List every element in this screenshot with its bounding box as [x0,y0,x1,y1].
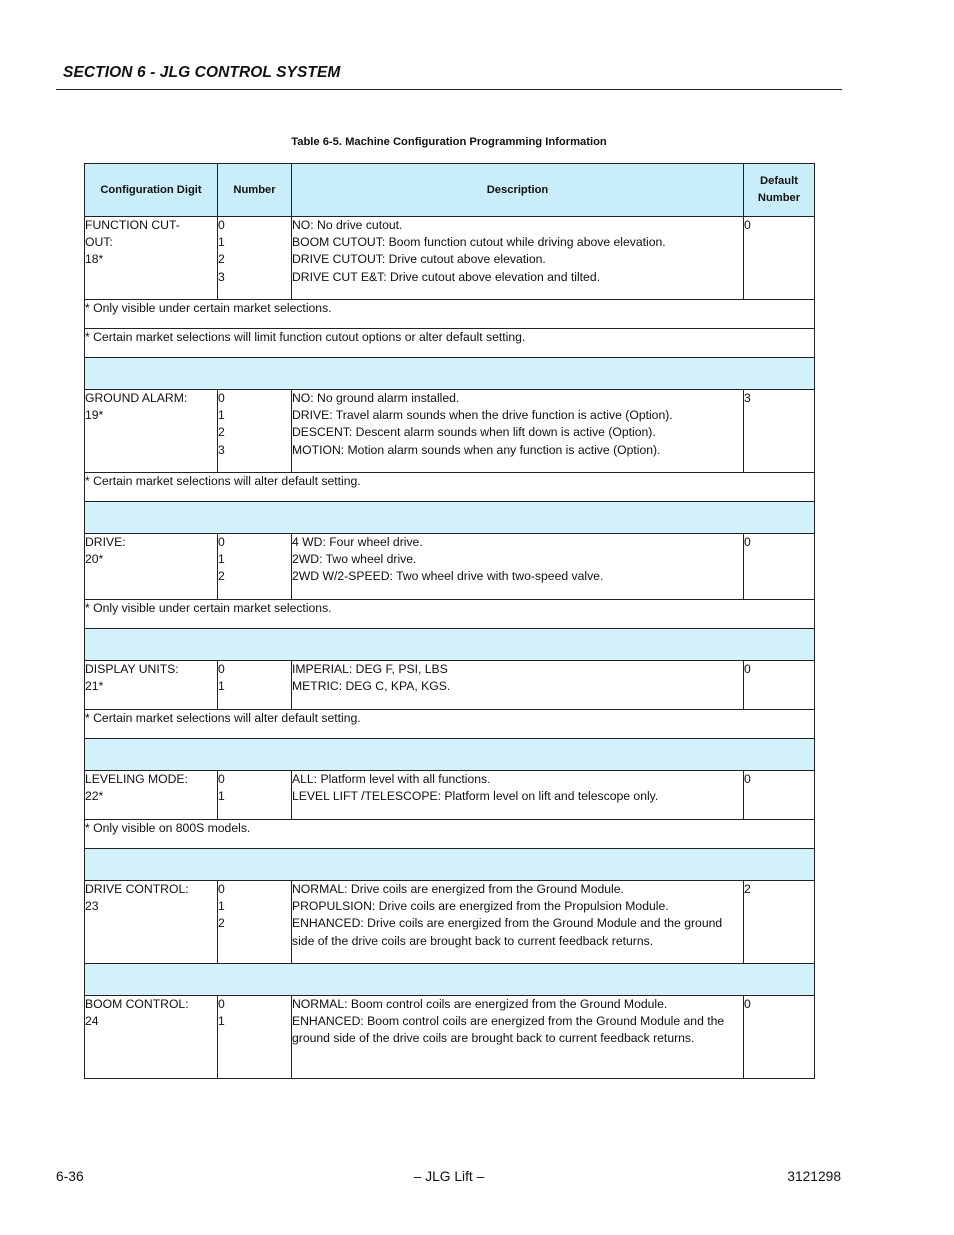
option-description: DRIVE CUT E&T: Drive cutout above elevation and tilted. [292,269,600,284]
option-number: 2 [218,569,225,584]
option-description: 4 WD: Four wheel drive. [292,535,423,549]
option-number: 3 [218,269,225,284]
configuration-digit-cell [85,996,218,1079]
note-row [85,710,815,739]
table-row [85,661,815,710]
option-number: 3 [218,442,225,457]
footnote: * Certain market selections will alter default setting. [85,473,815,502]
configuration-digit-cell [85,534,218,600]
note-row [85,300,815,329]
option-description: NORMAL: Drive coils are energized from the Ground Module. [292,882,624,896]
option-description: NORMAL: Boom control coils are energized from the Ground Module. [292,997,668,1011]
description-cell [292,881,744,964]
footnote: * Certain market selections will limit function cutout options or alter default setting. [85,329,815,358]
table-header-row [85,164,815,217]
page-number: 6-36 [56,1169,84,1184]
option-number: 0 [218,391,225,405]
digit-label: DRIVE: [85,535,126,549]
default-number-cell: 0 [744,534,815,600]
separator-cell [85,629,815,661]
description-cell [292,534,744,600]
option-number: 1 [218,408,225,423]
description-cell [292,217,744,300]
option-description: DESCENT: Descent alarm sounds when lift down is active (Option). [292,425,656,440]
header-divider [56,89,842,90]
footer-brand: – JLG Lift – [413,1169,485,1184]
column-header-number: Number [218,164,292,217]
default-number-cell: 0 [744,996,815,1079]
note-row [85,329,815,358]
option-description: METRIC: DEG C, KPA, KGS. [292,679,451,694]
digit-number: 22* [85,789,104,804]
description-cell [292,996,744,1079]
digit-number: 20* [85,552,104,567]
digit-label: OUT: [85,235,113,250]
digit-label: BOOM CONTROL: [85,997,189,1011]
option-description: IMPERIAL: DEG F, PSI, LBS [292,662,448,676]
separator-cell [85,358,815,390]
option-number: 1 [218,899,225,914]
digit-label: DISPLAY UNITS: [85,662,179,676]
footnote: * Only visible under certain market selections. [85,600,815,629]
note-row [85,820,815,849]
separator-cell [85,849,815,881]
table-caption: Table 6-5. Machine Configuration Programming Information [291,136,607,148]
section-title: SECTION 6 - JLG CONTROL SYSTEM [63,64,341,81]
option-description: ENHANCED: Boom control coils are energized from the Ground Module and the ground side of the drive coils are brought back to current feedback returns. [292,1014,725,1046]
footnote: * Certain market selections will alter default setting. [85,710,815,739]
option-description: MOTION: Motion alarm sounds when any function is active (Option). [292,442,661,457]
footnote: * Only visible on 800S models. [85,820,815,849]
option-number: 2 [218,916,225,931]
configuration-digit-cell [85,661,218,710]
digit-number: 18* [85,252,104,267]
column-header-default-number: Default Number [744,164,815,217]
option-number: 0 [218,882,225,896]
separator-row [85,358,815,390]
column-header-description: Description [292,164,744,217]
default-number-cell: 3 [744,390,815,473]
configuration-digit-cell [85,771,218,820]
number-cell [218,390,292,473]
number-cell [218,996,292,1079]
default-number-cell: 2 [744,881,815,964]
option-description: DRIVE CUTOUT: Drive cutout above elevation. [292,252,546,267]
default-number-cell: 0 [744,661,815,710]
digit-label: GROUND ALARM: [85,391,188,405]
option-description: NO: No ground alarm installed. [292,391,460,405]
default-number-cell: 0 [744,771,815,820]
separator-row [85,964,815,996]
option-number: 0 [218,772,225,786]
option-number: 1 [218,235,225,250]
digit-number: 19* [85,408,104,423]
configuration-digit-cell [85,881,218,964]
option-description: PROPULSION: Drive coils are energized from the Propulsion Module. [292,899,669,914]
table-row [85,534,815,600]
option-description: ENHANCED: Drive coils are energized from the Ground Module and the ground side of the drive coils are brought back to current feedback returns. [292,916,723,948]
number-cell [218,661,292,710]
document-number: 3121298 [787,1169,841,1184]
option-number: 1 [218,552,225,567]
number-cell [218,881,292,964]
digit-number: 23 [85,899,99,914]
option-description: BOOM CUTOUT: Boom function cutout while driving above elevation. [292,235,666,250]
option-number: 0 [218,997,225,1011]
option-number: 1 [218,1014,225,1029]
option-description: 2WD W/2-SPEED: Two wheel drive with two-speed valve. [292,569,604,584]
configuration-table [84,163,815,1079]
table-row [85,996,815,1079]
separator-row [85,502,815,534]
number-cell [218,771,292,820]
option-number: 2 [218,425,225,440]
configuration-digit-cell [85,390,218,473]
note-row [85,600,815,629]
separator-row [85,629,815,661]
separator-row [85,739,815,771]
digit-number: 24 [85,1014,99,1029]
number-cell [218,534,292,600]
option-description: NO: No drive cutout. [292,218,403,232]
option-description: 2WD: Two wheel drive. [292,552,417,567]
option-number: 2 [218,252,225,267]
table-row [85,217,815,300]
digit-label: DRIVE CONTROL: [85,882,189,896]
separator-cell [85,964,815,996]
configuration-digit-cell [85,217,218,300]
option-number: 1 [218,789,225,804]
number-cell [218,217,292,300]
table-row [85,771,815,820]
description-cell [292,771,744,820]
note-row [85,473,815,502]
digit-label: FUNCTION CUT- [85,218,180,232]
separator-row [85,849,815,881]
description-cell [292,390,744,473]
option-number: 0 [218,662,225,676]
digit-label: LEVELING MODE: [85,772,188,786]
column-header-configuration-digit: Configuration Digit [85,164,218,217]
option-description: ALL: Platform level with all functions. [292,772,491,786]
digit-number: 21* [85,679,104,694]
option-description: DRIVE: Travel alarm sounds when the drive function is active (Option). [292,408,673,423]
option-number: 0 [218,218,225,232]
separator-cell [85,739,815,771]
footnote: * Only visible under certain market selections. [85,300,815,329]
separator-cell [85,502,815,534]
table-row [85,390,815,473]
option-number: 0 [218,535,225,549]
description-cell [292,661,744,710]
option-description: LEVEL LIFT /TELESCOPE: Platform level on lift and telescope only. [292,789,659,804]
table-row [85,881,815,964]
option-number: 1 [218,679,225,694]
default-number-cell: 0 [744,217,815,300]
